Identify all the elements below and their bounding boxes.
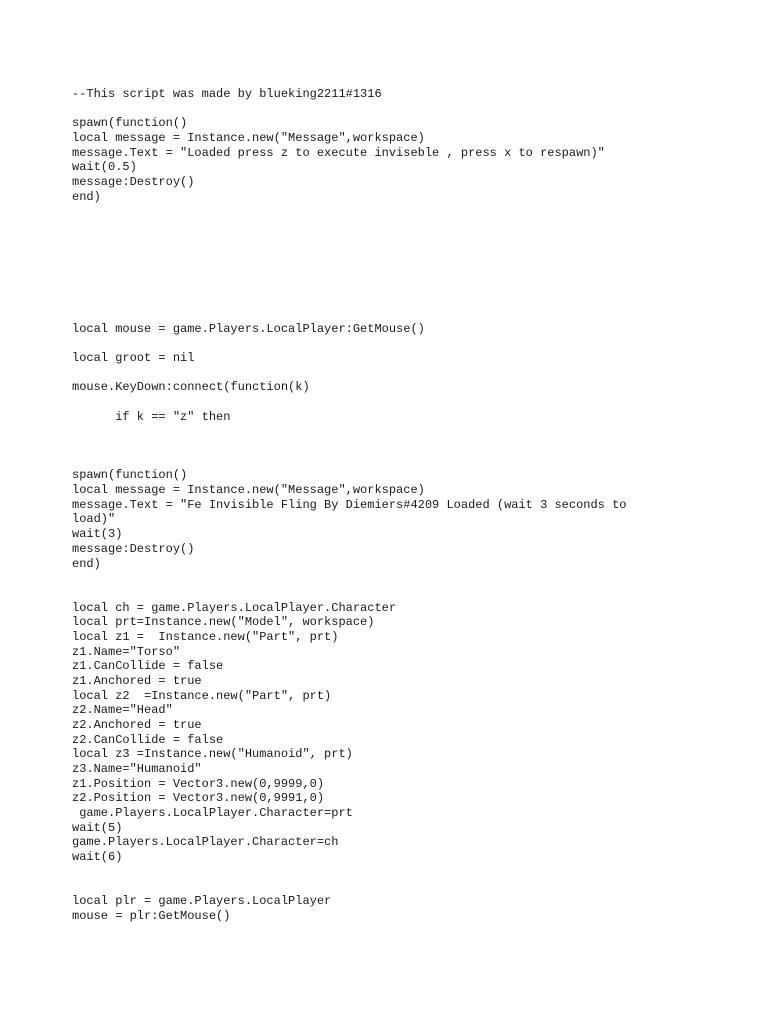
code-line: mouse.KeyDown:connect(function(k) — [72, 380, 310, 395]
blank-line — [72, 439, 712, 454]
blank-line — [72, 292, 712, 307]
code-line: local z1 = Instance.new("Part", prt) — [72, 629, 339, 644]
code-line: message.Text = "Fe Invisible Fling By Diemiers#4209 Loaded (wait 3 seconds to — [72, 497, 627, 512]
code-line: message:Destroy() — [72, 541, 195, 556]
code-line: mouse = plr:GetMouse() — [72, 908, 231, 923]
code-line: --This script was made by blueking2211#1316 — [72, 87, 382, 101]
blank-line — [72, 571, 712, 586]
script-code-block — [72, 87, 712, 923]
code-line: load)" — [72, 512, 116, 527]
code-line: game.Players.LocalPlayer.Character=ch — [72, 835, 339, 850]
code-line: end) — [72, 189, 101, 204]
code-line: spawn(function() — [72, 468, 188, 483]
code-line: local groot = nil — [72, 351, 195, 366]
blank-line — [72, 395, 712, 410]
blank-line — [72, 336, 712, 351]
code-line: wait(6) — [72, 849, 123, 864]
code-line: wait(5) — [72, 820, 123, 835]
blank-line — [72, 204, 712, 219]
code-line: end) — [72, 556, 101, 571]
code-line: if k == "z" then — [72, 409, 231, 424]
code-line: z2.CanCollide = false — [72, 732, 224, 747]
code-line: local message = Instance.new("Message",workspace) — [72, 483, 425, 498]
code-line: wait(0.5) — [72, 160, 137, 175]
blank-line — [72, 263, 712, 278]
blank-line — [72, 879, 712, 894]
blank-line — [72, 102, 712, 117]
code-line: wait(3) — [72, 527, 123, 542]
blank-line — [72, 454, 712, 469]
blank-line — [72, 865, 712, 880]
code-line: game.Players.LocalPlayer.Character=prt — [72, 805, 353, 820]
code-line: local mouse = game.Players.LocalPlayer:GetMouse() — [72, 321, 425, 336]
code-line: z1.Anchored = true — [72, 673, 202, 688]
blank-line — [72, 586, 712, 601]
code-line: local ch = game.Players.LocalPlayer.Character — [72, 600, 397, 615]
blank-line — [72, 366, 712, 381]
code-line: z1.CanCollide = false — [72, 659, 224, 674]
code-line: z1.Name="Torso" — [72, 644, 181, 659]
blank-line — [72, 424, 712, 439]
code-line: local message = Instance.new("Message",workspace) — [72, 131, 425, 146]
blank-line — [72, 248, 712, 263]
code-line: z3.Name="Humanoid" — [72, 761, 202, 776]
code-line: z2.Name="Head" — [72, 703, 173, 718]
code-line: local prt=Instance.new("Model", workspace) — [72, 615, 375, 630]
code-line: z2.Anchored = true — [72, 717, 202, 732]
code-line: spawn(function() — [72, 116, 188, 131]
blank-line — [72, 307, 712, 322]
blank-line — [72, 234, 712, 249]
code-line: local z3 =Instance.new("Humanoid", prt) — [72, 747, 353, 762]
code-line: message:Destroy() — [72, 175, 195, 190]
code-line: message.Text = "Loaded press z to execute inviseble , press x to respawn)" — [72, 145, 605, 160]
code-line: local z2 =Instance.new("Part", prt) — [72, 688, 332, 703]
code-line: local plr = game.Players.LocalPlayer — [72, 893, 332, 908]
blank-line — [72, 278, 712, 293]
code-line: z1.Position = Vector3.new(0,9999,0) — [72, 776, 325, 791]
blank-line — [72, 219, 712, 234]
code-line: z2.Position = Vector3.new(0,9991,0) — [72, 791, 325, 806]
